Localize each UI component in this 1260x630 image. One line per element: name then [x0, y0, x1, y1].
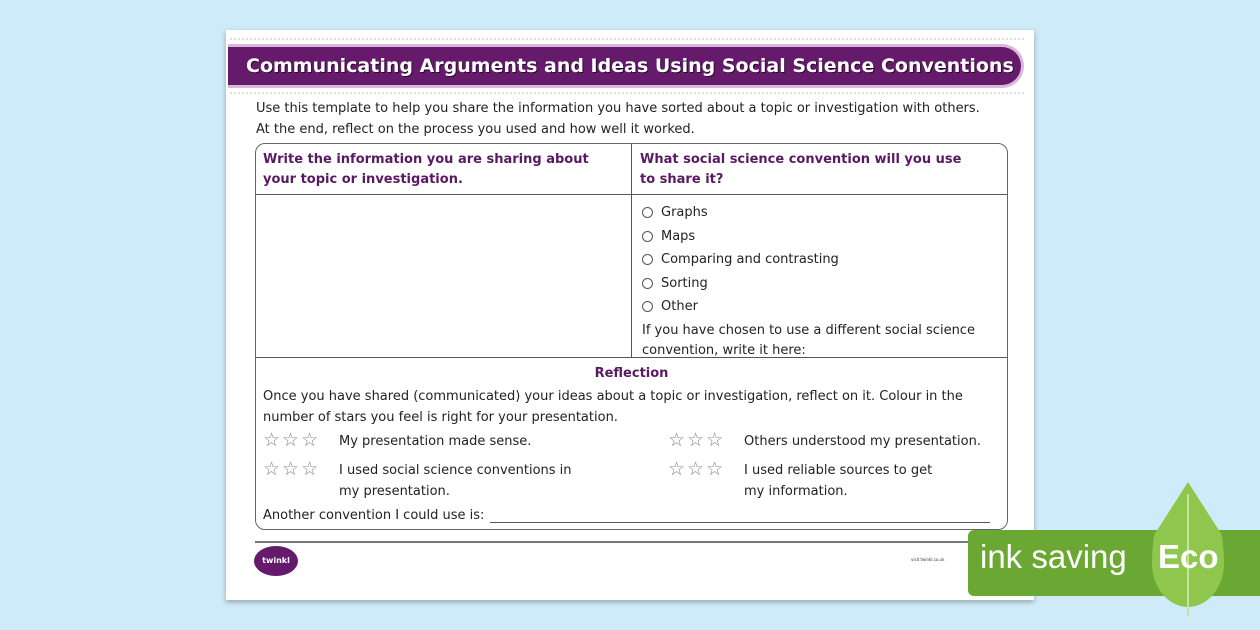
column-divider — [631, 144, 632, 357]
option-other[interactable] — [642, 295, 992, 319]
rating-row — [668, 460, 954, 502]
divider — [230, 92, 1024, 94]
rating-label: I used social science conventions in my presentation. — [339, 463, 572, 499]
rating-row — [263, 431, 531, 452]
intro-line: At the end, reflect on the process you used and how well it worked. — [256, 122, 695, 137]
twinkl-logo: twinkl — [254, 546, 298, 576]
radio-icon[interactable] — [642, 301, 653, 312]
worksheet — [226, 30, 1034, 600]
star-rating[interactable]: ☆☆☆ — [263, 458, 321, 480]
option-label: Sorting — [661, 275, 708, 291]
star-rating[interactable]: ☆☆☆ — [668, 429, 726, 451]
information-input-area[interactable] — [260, 198, 626, 353]
rating-row — [668, 431, 981, 452]
radio-icon[interactable] — [642, 254, 653, 265]
rating-label: I used reliable sources to get my information. — [744, 463, 933, 499]
reflection-text: Once you have shared (communicated) your ideas about a topic or investigation, reflect on it. Colour in the number of stars you feel is right for your presentation. — [263, 389, 963, 425]
radio-icon[interactable] — [642, 207, 653, 218]
ink-saving-label: ink saving — [980, 538, 1127, 575]
intro-line: Use this template to help you share the information you have sorted about a topic or investigation with others. — [256, 101, 980, 116]
col2-header: What social science convention will you use to share it? — [640, 152, 962, 187]
footer-text: visit twinkl.co.uk — [911, 557, 945, 562]
option-comparing[interactable] — [642, 248, 992, 272]
rating-row — [263, 460, 579, 502]
another-label: Another convention I could use is: — [263, 508, 485, 523]
another-input-line[interactable] — [490, 508, 990, 523]
worksheet-table — [255, 143, 1008, 530]
eco-label: Eco — [1158, 538, 1219, 575]
reflection-title: Reflection — [594, 366, 669, 381]
option-sorting[interactable] — [642, 272, 992, 296]
another-convention — [263, 508, 990, 523]
row-divider — [256, 194, 1007, 195]
other-note: If you have chosen to use a different social science convention, write it here: — [642, 322, 975, 358]
option-maps[interactable] — [642, 225, 992, 249]
star-rating[interactable]: ☆☆☆ — [668, 458, 726, 480]
divider — [230, 38, 1024, 40]
convention-options — [642, 201, 992, 361]
star-rating[interactable]: ☆☆☆ — [263, 429, 321, 451]
option-graphs[interactable] — [642, 201, 992, 225]
radio-icon[interactable] — [642, 231, 653, 242]
radio-icon[interactable] — [642, 278, 653, 289]
intro — [256, 98, 1036, 140]
option-label: Maps — [661, 228, 696, 244]
option-label: Comparing and contrasting — [661, 252, 839, 268]
footer-divider — [255, 541, 1008, 543]
col1-header: Write the information you are sharing about your topic or investigation. — [263, 152, 589, 187]
option-label: Other — [661, 299, 698, 315]
rating-label: Others understood my presentation. — [744, 434, 981, 449]
rating-label: My presentation made sense. — [339, 434, 532, 449]
page-title: Communicating Arguments and Ideas Using Social Science Conventions — [228, 44, 1024, 88]
option-label: Graphs — [661, 205, 708, 221]
